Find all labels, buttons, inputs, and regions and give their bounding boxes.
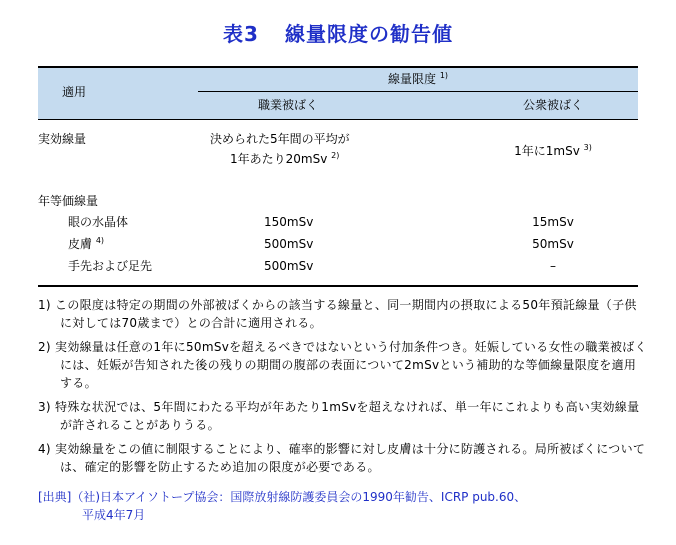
row-skin-occupational: 500mSv [264,237,314,251]
source-citation [38,488,638,524]
row-extremities-occupational: 500mSv [264,259,314,273]
header-occupational: 職業被ばく [257,98,318,112]
equivalent-dose-label: 年等価線量 [38,194,99,208]
row-extremities-public: – [550,259,556,273]
row-lens-occupational: 150mSv [264,215,314,229]
row-lens-label: 眼の水晶体 [68,215,129,229]
effective-dose-occupational-line1: 決められた5年間の平均が [210,132,350,146]
footnote-4: 4) 実効線量をこの値に制限することにより、確率的影響に対し皮膚は十分に防護される。局所被ばくについては、確定的影響を防止するため追加の限度が必要である。 [38,442,646,474]
effective-dose-public: 1年に1mSv $^{3)}$ [514,143,592,158]
effective-dose-label: 実効線量 [38,132,87,146]
footnotes [38,296,648,482]
header-public: 公衆被ばく [522,98,583,112]
header-applicable: 適用 [62,85,87,99]
table-number: 表3 [223,22,259,46]
footnote-1: 1) この限度は特定の期間の外部被ばくからの該当する線量と、同一期間内の摂取による50年預託線量（子供に対しては70歳まで）との合計に適用される。 [38,298,637,330]
footnote-3: 3) 特殊な状況では、5年間にわたる平均が年あたり1mSvを超えなければ、単一年にこれよりも高い実効線量が許されることがありうる。 [38,400,640,432]
row-lens-public: 15mSv [532,215,574,229]
header-divider [198,91,638,92]
dose-limit-table [38,66,638,287]
table-header [38,68,638,120]
row-skin-label: 皮膚 $^{4)}$ [68,236,105,251]
source-line-2: 平成4年7月 [82,508,146,522]
page-title [0,18,676,47]
effective-dose-occupational-line2: 1年あたり20mSv $^{2)}$ [230,151,340,166]
header-dose-limit: 線量限度 $^{1)}$ [387,71,449,86]
table-title: 線量限度の勧告値 [284,22,453,46]
source-line-1: [出典]（社)日本アイソトープ協会：国際放射線防護委員会の1990年勧告、ICRP pub.60、 [38,490,527,504]
footnote-2: 2) 実効線量は任意の1年に50mSvを超えるべきではないという付加条件つき。妊娠している女性の職業被ばくには、妊娠が告知された後の残りの期間の腹部の表面について2mSvという補助的な等価線量限度を適用する。 [38,340,647,390]
row-extremities-label: 手先および足先 [68,259,153,273]
row-skin-public: 50mSv [532,237,574,251]
